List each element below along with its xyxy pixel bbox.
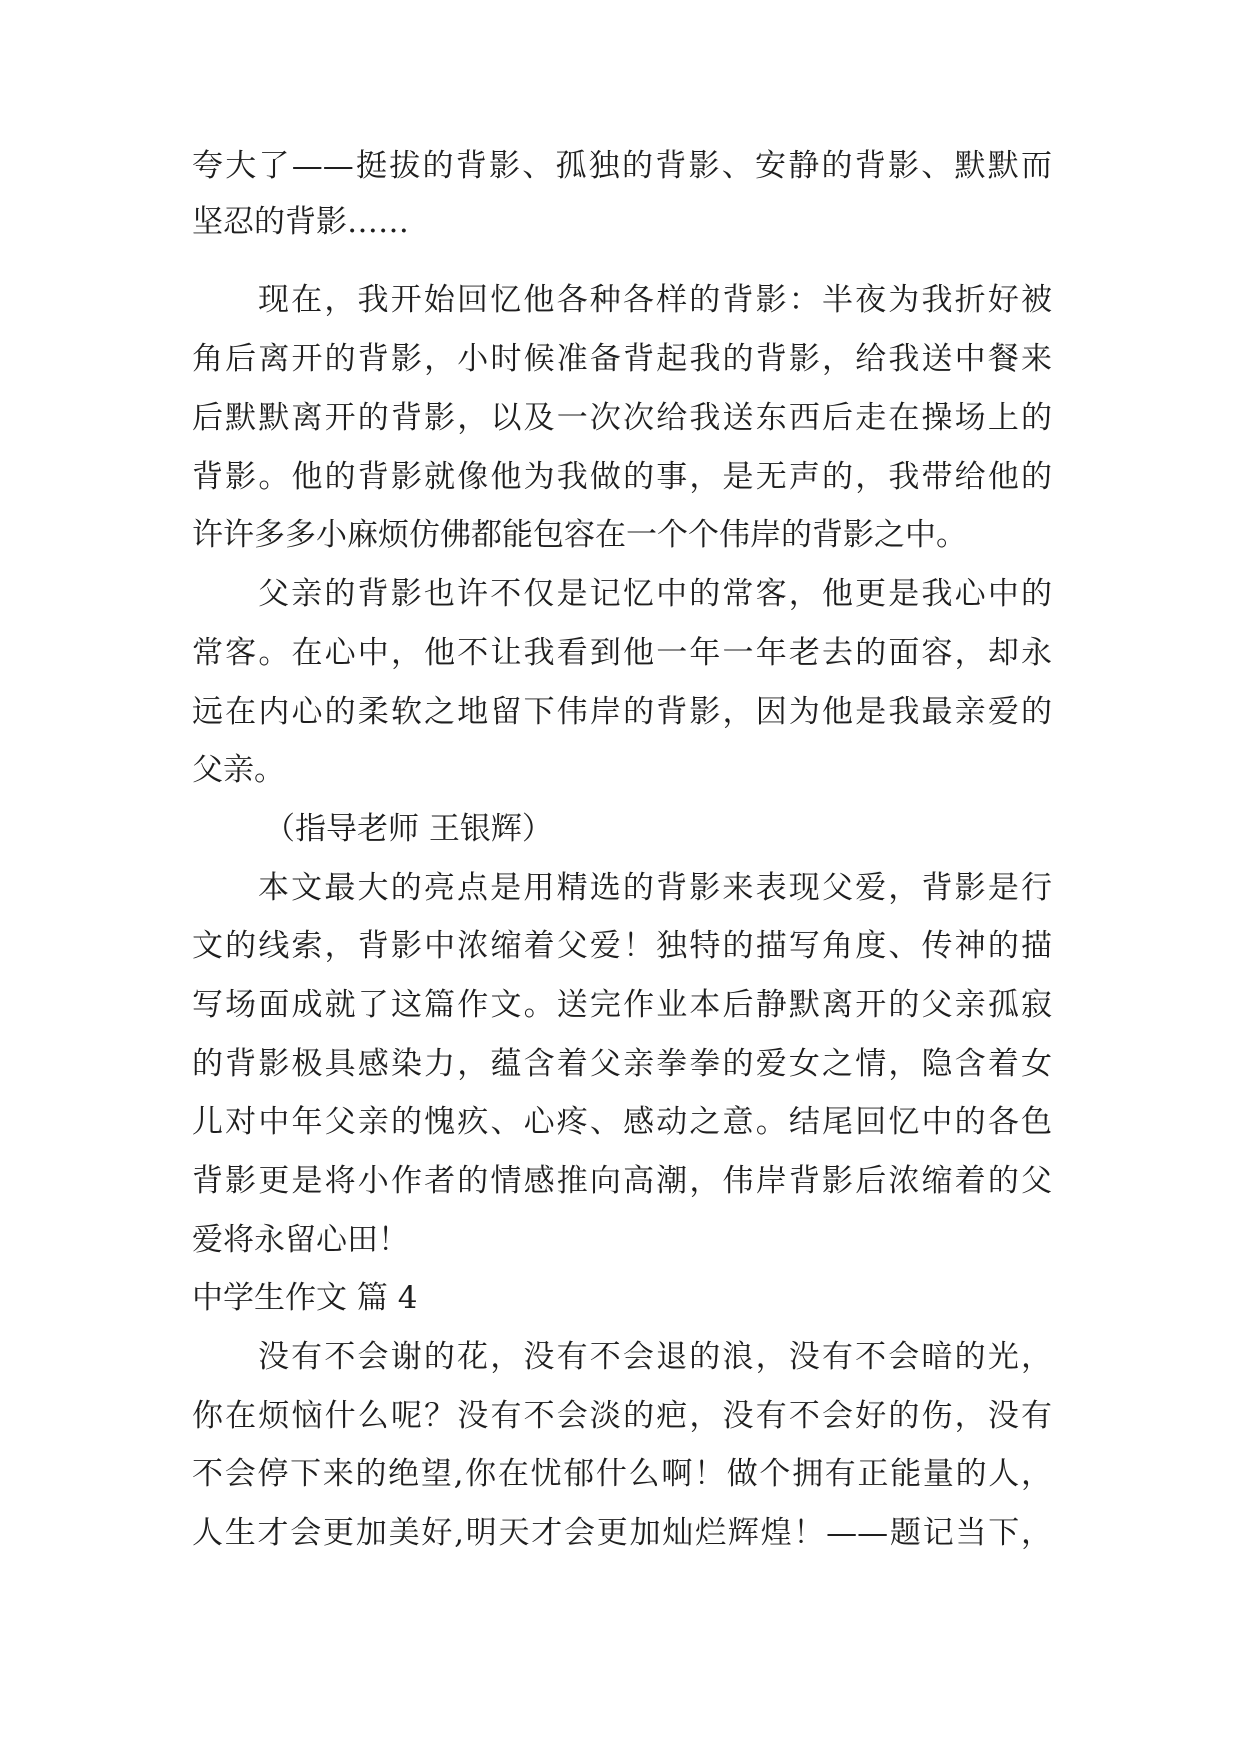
paragraph-first-line: 没有不会谢的花，没有不会退的浪，没有不会暗的光，: [258, 1339, 1052, 1375]
text-line: 文的线索，背影中浓缩着父爱！独特的描写角度、传神的描: [192, 928, 1052, 964]
text-line: 你在烦恼什么呢？没有不会淡的疤，没有不会好的伤，没有: [192, 1398, 1052, 1434]
text-line: 背影。他的背影就像他为我做的事，是无声的，我带给他的: [192, 459, 1052, 495]
text-line: 常客。在心中，他不让我看到他一年一年老去的面容，却永: [192, 635, 1052, 671]
text-line: 许许多多小麻烦仿佛都能包容在一个个伟岸的背影之中。: [192, 517, 967, 553]
text-line: 爱将永留心田！: [192, 1222, 409, 1258]
text-line: 坚忍的背影……: [192, 204, 409, 240]
text-line: 父亲。: [192, 752, 285, 788]
text-line: 人生才会更加美好,明天才会更加灿烂辉煌！——题记当下，: [192, 1515, 1052, 1551]
paragraph-first-line: 本文最大的亮点是用精选的背影来表现父爱，背影是行: [258, 870, 1052, 906]
text-line: 后默默离开的背影，以及一次次给我送东西后走在操场上的: [192, 400, 1052, 436]
section-heading: 中学生作文 篇 4: [192, 1280, 418, 1316]
text-line: 不会停下来的绝望,你在忧郁什么啊！做个拥有正能量的人，: [192, 1456, 1052, 1492]
text-line: 写场面成就了这篇作文。送完作业本后静默离开的父亲孤寂: [192, 987, 1052, 1023]
text-line: 远在内心的柔软之地留下伟岸的背影，因为他是我最亲爱的: [192, 694, 1052, 730]
teacher-note: （指导老师 王银辉）: [264, 811, 553, 847]
text-line: 背影更是将小作者的情感推向高潮，伟岸背影后浓缩着的父: [192, 1163, 1052, 1199]
text-line: 角后离开的背影，小时候准备背起我的背影，给我送中餐来: [192, 341, 1052, 377]
text-line: 儿对中年父亲的愧疚、心疼、感动之意。结尾回忆中的各色: [192, 1104, 1052, 1140]
paragraph-first-line: 父亲的背影也许不仅是记忆中的常客，他更是我心中的: [258, 576, 1052, 612]
text-line: 夸大了——挺拔的背影、孤独的背影、安静的背影、默默而: [192, 148, 1052, 184]
text-line: 的背影极具感染力，蕴含着父亲拳拳的爱女之情，隐含着女: [192, 1046, 1052, 1082]
paragraph-first-line: 现在，我开始回忆他各种各样的背影：半夜为我折好被: [258, 282, 1052, 318]
